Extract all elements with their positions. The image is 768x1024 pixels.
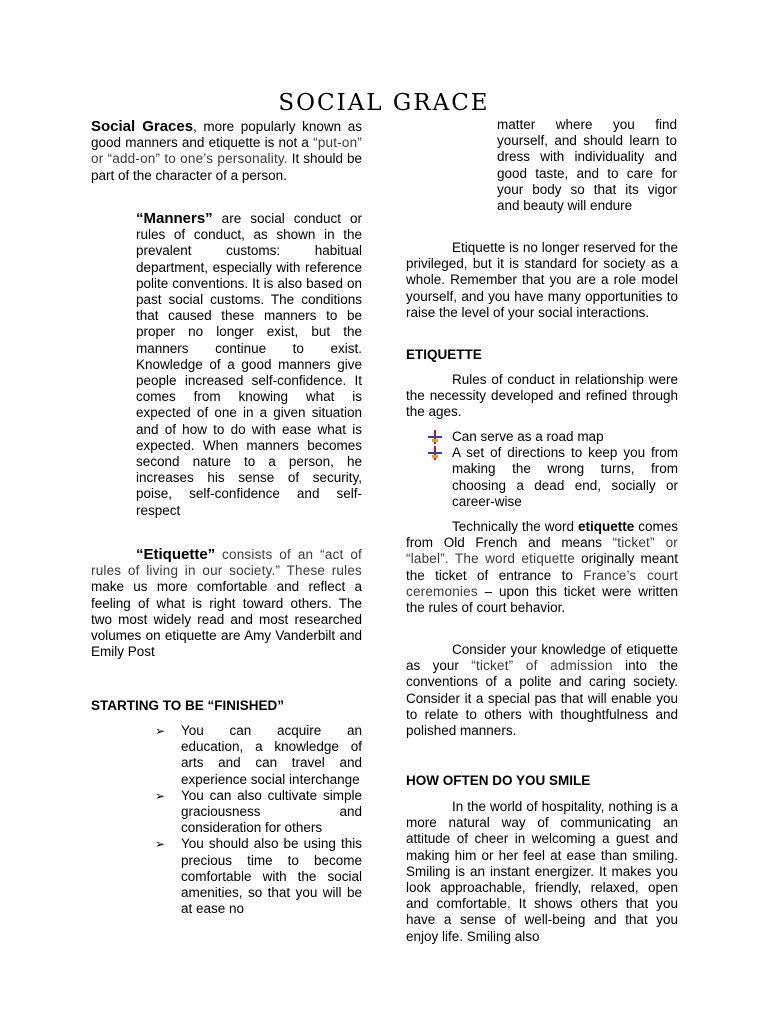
rules-paragraph: Rules of conduct in relationship were the necessity developed and refined through the ages. [406,372,678,420]
etiquette-paragraph: “Etiquette” consists of an “act of rules of living in our society.” These rules make us more comfortable and reflect a feeling of what is right toward others. The two most widely read and most researched volumes on etiquette are Amy Vanderbilt and Emily Post [91,546,362,660]
pin-bullet-icon [428,430,442,444]
manners-paragraph: “Manners” are social conduct or rules of conduct, as shown in the prevalent customs: habitual department, especially with reference polite conventions. It is also based on past social customs. The conditions that caused these manners to be proper no longer exist, but the manners continue to exist. Knowledge of a good manners give people increased self-confidence. It comes from knowing what is expected of one in a given situation and of how to do with ease what is expected. When manners becomes second nature to a person, he increases his sense of security, poise, self-confidence and self-respect [136,210,362,518]
finished-list [155,723,362,917]
consider-paragraph: Consider your knowledge of etiquette as your “ticket” of admission into the conventions of a polite and caring society. Consider it a special pas that will enable you to relate to others with thoughtfulness and polished manners. [406,642,678,739]
intro-paragraph: Social Graces, more popularly known as good manners and etiquette is not a “put-on” or “add-on” to one’s personality. It should be part of the character of a person. [91,118,363,183]
etiquette-heading: ETIQUETTE [406,347,482,362]
pin-bullet-icon [428,446,442,460]
hospitality-paragraph: In the world of hospitality, nothing is a more natural way of communicating an attitude of cheer in welcoming a guest and making him or her feel at ease than smiling. Smiling is an instant energizer. It makes you look approachable, friendly, relaxed, open and comfortable. It shows others that you have a sense of well-being and that you enjoy life. Smiling also [406,799,678,944]
list-item: A set of directions to keep you from making the wrong turns, from choosing a dead end, socially or career-wise [426,445,678,510]
finished-heading: STARTING TO BE “FINISHED” [91,698,285,713]
list-item: ➢ You can also cultivate simple graciousness and consideration for others [155,787,362,836]
etiquette-list [426,429,678,510]
manners-lead: “Manners” [136,210,213,227]
arrow-bullet-icon: ➢ [155,724,166,738]
list-item: ➢ You should also be using this precious time to become comfortable with the social amenities, so that you will be at ease no [155,836,362,917]
privileged-paragraph: Etiquette is no longer reserved for the privileged, but it is standard for society as a whole. Remember that you are a role model yourself, and you have many opportunities to raise the level of your social interactions. [406,240,678,320]
technically-paragraph: Technically the word etiquette comes from Old French and means “ticket” or “label”. The word etiquette originally meant the ticket of entrance to France’s court ceremonies – upon this ticket were written the rules of court behavior. [406,519,679,616]
etiquette-lead: “Etiquette” [136,546,216,563]
smile-heading: HOW OFTEN DO YOU SMILE [406,773,591,788]
page-title: SOCIAL GRACE [278,90,490,117]
continuation-paragraph: matter where you find yourself, and should learn to dress with individuality and good taste, and to care for your body so that its vigor and beauty will endure [497,117,677,214]
arrow-bullet-icon: ➢ [155,788,166,803]
list-item: Can serve as a road map [426,429,678,445]
arrow-bullet-icon: ➢ [155,837,166,852]
intro-lead: Social Graces [91,118,194,135]
list-item: ➢ You can acquire an education, a knowledge of arts and can travel and experience social interchange [155,723,362,787]
